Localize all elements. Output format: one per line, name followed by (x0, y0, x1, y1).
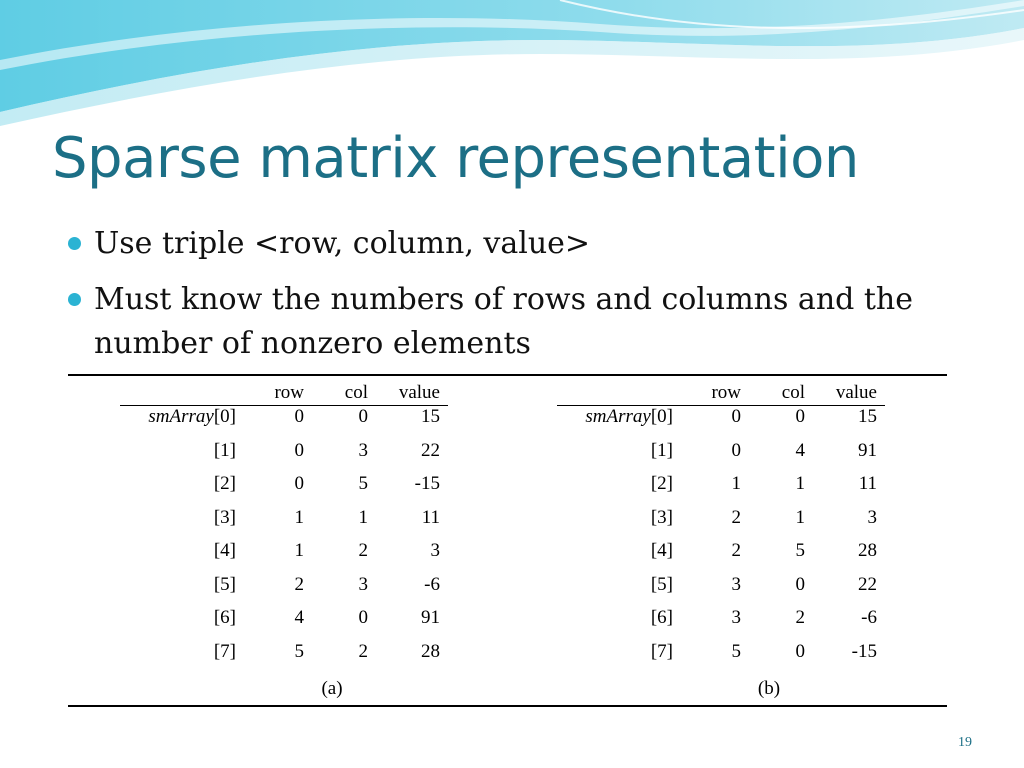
index-text: [1] (213, 439, 236, 461)
page-number: 19 (958, 735, 972, 750)
header-wave-decoration (0, 0, 1024, 130)
row-index-label (503, 641, 673, 663)
index-text: [3] (213, 506, 236, 528)
index-text: [0] (650, 406, 673, 427)
row-index-label (66, 607, 236, 629)
index-text: [1] (650, 439, 673, 461)
bottom-rule (68, 705, 947, 707)
index-text: [7] (650, 640, 673, 662)
row-index-label (66, 574, 236, 596)
row-index-label (66, 440, 236, 462)
bullet-text: Use triple <row, column, value> (94, 226, 591, 261)
cell-col: 5 (358, 473, 368, 494)
cell-row: 2 (731, 506, 741, 528)
index-text: [2] (650, 473, 673, 494)
cell-value: 22 (858, 573, 877, 595)
cell-row: 3 (731, 573, 741, 595)
bullet-item (64, 222, 964, 266)
column-header-value: value (835, 382, 877, 403)
slide-title: Sparse matrix representation (52, 126, 859, 191)
cell-value: 3 (867, 506, 877, 528)
cell-col: 0 (795, 406, 805, 427)
cell-row: 4 (294, 607, 304, 628)
cell-col: 5 (795, 540, 805, 561)
bullet-item (64, 278, 964, 366)
row-index-label (66, 406, 236, 428)
array-name: smArray (585, 406, 651, 427)
column-header-row: row (274, 382, 304, 403)
index-text: [2] (213, 473, 236, 494)
row-index-label (503, 574, 673, 596)
bullet-dot-icon (68, 293, 81, 306)
row-index-label (503, 507, 673, 529)
cell-row: 0 (731, 406, 741, 427)
row-index-label (503, 607, 673, 629)
row-index-label (503, 440, 673, 462)
cell-row: 0 (294, 473, 304, 494)
bullet-list (64, 222, 964, 378)
cell-value: 22 (421, 439, 440, 461)
index-text: [6] (650, 607, 673, 628)
cell-col: 0 (795, 573, 805, 595)
cell-row: 5 (294, 640, 304, 662)
cell-value: 3 (430, 540, 440, 561)
cell-value: 91 (858, 439, 877, 461)
cell-row: 0 (731, 439, 741, 461)
top-rule (68, 374, 947, 376)
cell-col: 0 (358, 607, 368, 628)
cell-row: 0 (294, 406, 304, 427)
cell-value: -15 (851, 640, 877, 662)
bullet-text: Must know the numbers of rows and columns and the number of nonzero elements (94, 282, 914, 361)
table-caption: (a) (321, 678, 343, 699)
cell-col: 0 (358, 406, 368, 427)
cell-value: 15 (421, 406, 440, 427)
row-index-label (503, 406, 673, 428)
index-text: [0] (213, 406, 236, 427)
table-caption: (b) (757, 678, 781, 699)
array-name: smArray (148, 406, 214, 427)
cell-value: 11 (858, 473, 877, 494)
cell-value: 28 (421, 640, 440, 662)
cell-col: 3 (358, 439, 368, 461)
cell-row: 1 (731, 473, 741, 494)
row-index-label (66, 507, 236, 529)
column-header-value: value (398, 382, 440, 403)
index-text: [6] (213, 607, 236, 628)
cell-row: 3 (731, 607, 741, 628)
cell-value: 15 (858, 406, 877, 427)
index-text: [5] (213, 573, 236, 595)
row-index-label (66, 540, 236, 562)
triple-tables (68, 374, 947, 708)
cell-col: 2 (358, 640, 368, 662)
index-text: [4] (650, 540, 673, 561)
cell-value: 28 (858, 540, 877, 561)
index-text: [3] (650, 506, 673, 528)
cell-col: 1 (795, 473, 805, 494)
column-header-col: col (344, 382, 368, 403)
cell-col: 0 (795, 640, 805, 662)
cell-col: 2 (795, 607, 805, 628)
row-index-label (66, 641, 236, 663)
cell-row: 5 (731, 640, 741, 662)
column-header-col: col (781, 382, 805, 403)
cell-row: 1 (294, 540, 304, 561)
index-text: [7] (213, 640, 236, 662)
cell-row: 0 (294, 439, 304, 461)
cell-col: 1 (358, 506, 368, 528)
row-index-label (66, 473, 236, 495)
index-text: [5] (650, 573, 673, 595)
cell-row: 1 (294, 506, 304, 528)
cell-row: 2 (294, 573, 304, 595)
cell-col: 1 (795, 506, 805, 528)
bullet-dot-icon (68, 237, 81, 250)
row-index-label (503, 473, 673, 495)
cell-value: 11 (421, 506, 440, 528)
index-text: [4] (213, 540, 236, 561)
cell-value: -15 (414, 473, 440, 494)
cell-row: 2 (731, 540, 741, 561)
cell-value: -6 (424, 573, 440, 595)
row-index-label (503, 540, 673, 562)
cell-col: 2 (358, 540, 368, 561)
column-header-row: row (711, 382, 741, 403)
cell-col: 3 (358, 573, 368, 595)
cell-col: 4 (795, 439, 805, 461)
cell-value: -6 (861, 607, 877, 628)
cell-value: 91 (421, 607, 440, 628)
